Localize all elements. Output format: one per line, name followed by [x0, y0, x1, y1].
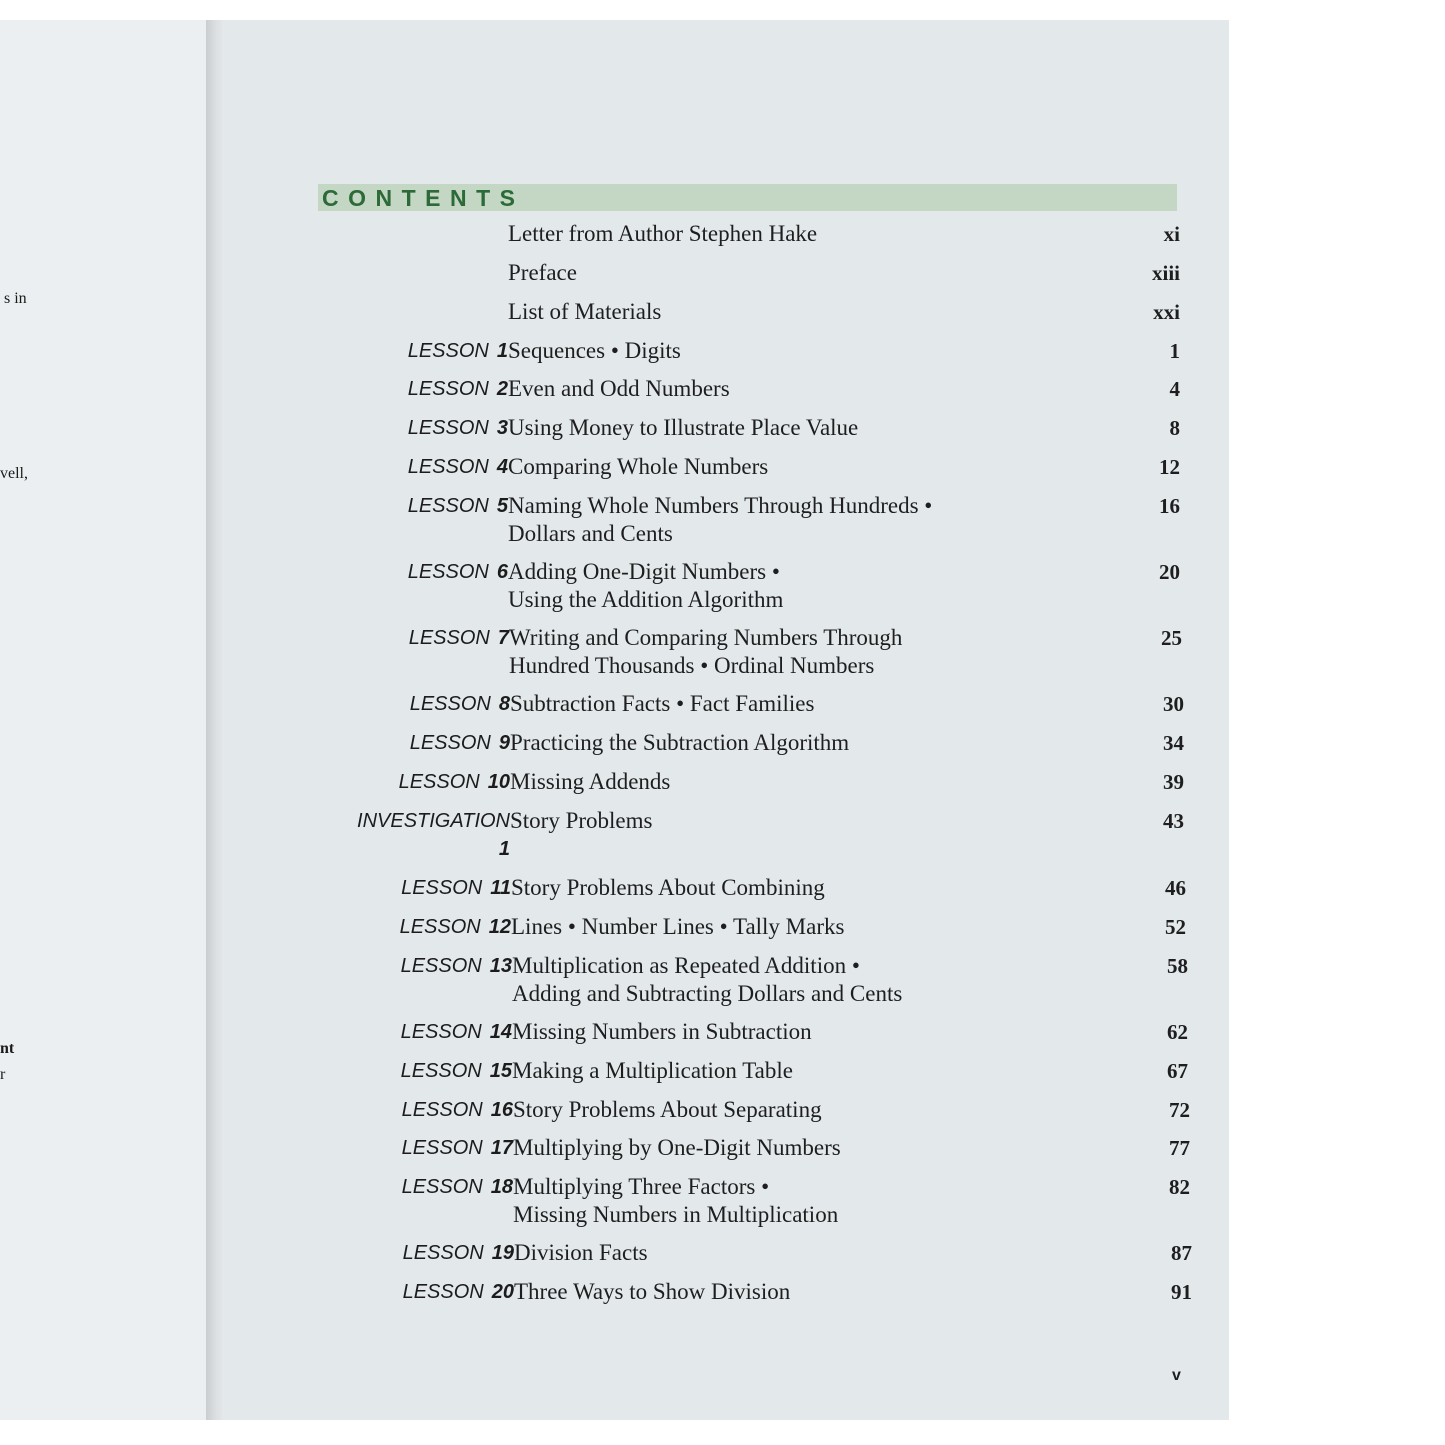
toc-entry-title-line: Using Money to Illustrate Place Value: [508, 415, 859, 440]
toc-entry-label-text: LESSON: [401, 877, 483, 899]
toc-entry-label-text: INVESTIGATION: [357, 810, 510, 832]
toc-entry-title-line: Story Problems About Combining: [511, 875, 825, 900]
toc-entry-number: 16: [490, 1099, 513, 1121]
toc-entry-number: 1: [496, 340, 508, 362]
toc-entry-title[interactable]: [514, 1278, 790, 1306]
toc-entry-title[interactable]: [508, 298, 661, 326]
toc-entry-label-text: LESSON: [407, 495, 489, 517]
toc-entry-page: 67: [1167, 1059, 1188, 1083]
toc-entry-title[interactable]: [510, 768, 670, 796]
toc-entry-title[interactable]: [508, 220, 817, 248]
toc-entry-title-line: Three Ways to Show Division: [514, 1279, 791, 1304]
toc-entry-number: 4: [496, 456, 508, 478]
toc-entry-number: 7: [497, 627, 509, 649]
toc-entry-page: xxi: [1153, 300, 1180, 324]
toc-entry-label: [400, 913, 511, 941]
toc-entry-number: 11: [490, 877, 511, 899]
toc-entry-title-line: Missing Addends: [510, 769, 671, 794]
toc-entry-page: 72: [1169, 1098, 1190, 1122]
toc-entry-label: [410, 729, 510, 757]
toc-entry-title[interactable]: [511, 874, 825, 902]
toc-entry-title[interactable]: [514, 1239, 648, 1267]
toc-entry-title-line: Adding One-Digit Numbers •: [508, 559, 780, 584]
left-page-fragment: nt: [0, 1040, 15, 1057]
toc-entry-title-line: Lines • Number Lines • Tally Marks: [511, 914, 845, 939]
toc-entry-page: 82: [1169, 1175, 1190, 1199]
toc-entry-title-line: Adding and Subtracting Dollars and Cents: [512, 981, 903, 1006]
toc-entry-number: 5: [496, 495, 508, 517]
toc-entry-title[interactable]: [510, 729, 849, 757]
toc-entry-label-text: LESSON: [407, 456, 489, 478]
toc-entry-number: 12: [488, 916, 511, 938]
toc-entry-label: [408, 558, 508, 586]
toc-entry-page: 52: [1165, 915, 1186, 939]
toc-entry-title[interactable]: [510, 807, 652, 835]
toc-entry-label-text: LESSON: [401, 1137, 483, 1159]
toc-entry-page: 16: [1159, 494, 1180, 518]
toc-entry-title-line: Multiplication as Repeated Addition •: [512, 953, 860, 978]
toc-entry-label: [401, 874, 511, 902]
toc-entry-title-line: Missing Numbers in Subtraction: [512, 1019, 812, 1044]
toc-entry-title-line: Multiplying Three Factors •: [513, 1174, 770, 1199]
toc-entry-label: [410, 690, 510, 718]
toc-entry-title[interactable]: [510, 690, 814, 718]
toc-entry-title[interactable]: [511, 913, 844, 941]
toc-entry-page: 25: [1161, 626, 1182, 650]
toc-entry-title-line: Using the Addition Algorithm: [508, 587, 784, 612]
toc-entry-title-line: Subtraction Facts • Fact Families: [510, 691, 815, 716]
left-page-fragment: vell,: [0, 465, 28, 482]
toc-entry-page: 20: [1159, 560, 1180, 584]
toc-entry-title-line: Even and Odd Numbers: [508, 376, 730, 401]
toc-entry-page: xiii: [1151, 261, 1180, 285]
toc-entry-number: 1: [498, 838, 510, 860]
toc-entry-title[interactable]: [512, 952, 902, 1008]
toc-entry-title[interactable]: [512, 1057, 793, 1085]
toc-entry-page: 62: [1167, 1020, 1188, 1044]
toc-entry-page: 30: [1163, 692, 1184, 716]
contents-heading: CONTENTS: [322, 185, 525, 211]
toc-entry-label-text: LESSON: [401, 1176, 483, 1198]
toc-entry-number: 13: [489, 955, 512, 977]
toc-entry-title-line: Hundred Thousands • Ordinal Numbers: [509, 653, 875, 678]
toc-entry-label: [409, 624, 509, 652]
toc-entry-label: [408, 337, 508, 365]
toc-entry-number: 14: [489, 1021, 512, 1043]
toc-entry-title-line: Story Problems About Separating: [513, 1097, 822, 1122]
toc-entry-label-text: LESSON: [409, 693, 491, 715]
page-number: v: [1172, 1367, 1181, 1384]
toc-entry-label: [408, 375, 508, 403]
toc-entry-page: 91: [1171, 1280, 1192, 1304]
toc-entry-label: [408, 492, 508, 520]
toc-entry-number: 10: [487, 771, 510, 793]
toc-entry-page: 39: [1163, 770, 1184, 794]
toc-entry-title[interactable]: [512, 1018, 812, 1046]
toc-entry-page: 12: [1159, 455, 1180, 479]
toc-entry-label-text: LESSON: [399, 916, 481, 938]
toc-entry-label: [357, 807, 510, 863]
toc-entry-title[interactable]: [508, 259, 577, 287]
toc-entry-title[interactable]: [513, 1173, 838, 1229]
toc-entry-title[interactable]: [508, 414, 858, 442]
toc-entry-label-text: LESSON: [401, 1099, 483, 1121]
toc-entry-label-text: LESSON: [407, 417, 489, 439]
toc-entry-label: [403, 1278, 514, 1306]
toc-entry-page: 34: [1163, 731, 1184, 755]
toc-entry-title-line: Making a Multiplication Table: [512, 1058, 793, 1083]
toc-entry-label: [402, 1134, 513, 1162]
toc-entry-label-text: LESSON: [407, 561, 489, 583]
toc-entry-label-text: LESSON: [407, 340, 489, 362]
toc-entry-number: 9: [498, 732, 510, 754]
toc-entry-title-line: Story Problems: [510, 808, 653, 833]
left-page-fragment: s in: [4, 290, 27, 307]
toc-entry-number: 18: [490, 1176, 513, 1198]
toc-entry-title[interactable]: [508, 492, 932, 548]
left-page-fragment: r: [0, 1066, 6, 1083]
toc-entry-number: 17: [490, 1137, 513, 1159]
toc-entry-page: 43: [1163, 809, 1184, 833]
toc-entry-number: 8: [498, 693, 510, 715]
toc-entry-title[interactable]: [508, 453, 768, 481]
toc-entry-label-text: LESSON: [400, 1060, 482, 1082]
toc-entry-page: xi: [1163, 222, 1180, 246]
toc-entry-title-line: Missing Numbers in Multiplication: [513, 1202, 839, 1227]
toc-entry-title-line: Sequences • Digits: [508, 338, 681, 363]
right-page: [222, 20, 1229, 1420]
toc-entry-title[interactable]: [509, 624, 902, 680]
toc-entry-label: [399, 768, 510, 796]
toc-entry-label-text: LESSON: [402, 1281, 484, 1303]
toc-entry-label-text: LESSON: [400, 955, 482, 977]
toc-entry-label: [408, 414, 508, 442]
left-page: [0, 20, 215, 1420]
toc-entry-label-text: LESSON: [398, 771, 480, 793]
toc-entry-title-line: Comparing Whole Numbers: [508, 454, 769, 479]
toc-entry-title[interactable]: [513, 1134, 841, 1162]
toc-entry-title-line: Multiplying by One-Digit Numbers: [513, 1135, 841, 1160]
toc-entry-number: 3: [496, 417, 508, 439]
toc-entry-page: 4: [1169, 377, 1180, 401]
toc-entry-page: 58: [1167, 954, 1188, 978]
toc-entry-label: [401, 952, 512, 980]
toc-entry-label: [408, 453, 508, 481]
toc-entry-title-line: Writing and Comparing Numbers Through: [509, 625, 903, 650]
toc-entry-number: 6: [496, 561, 508, 583]
toc-entry-label-text: LESSON: [407, 378, 489, 400]
toc-entry-title[interactable]: [508, 337, 681, 365]
toc-entry-label: [401, 1057, 512, 1085]
toc-entry-label-text: LESSON: [408, 627, 490, 649]
toc-entry-label: [402, 1173, 513, 1201]
toc-entry-page: 1: [1169, 339, 1180, 363]
toc-entry-label-text: LESSON: [402, 1242, 484, 1264]
toc-entry-number: 15: [489, 1060, 512, 1082]
toc-entry-page: 46: [1165, 876, 1186, 900]
toc-entry-label-text: LESSON: [400, 1021, 482, 1043]
toc-entry-label: [401, 1018, 512, 1046]
toc-entry-number: 19: [491, 1242, 514, 1264]
toc-entry-label: [402, 1096, 513, 1124]
toc-entry-title-line: Letter from Author Stephen Hake: [508, 221, 818, 246]
toc-entry-title-line: Practicing the Subtraction Algorithm: [510, 730, 850, 755]
toc-entry-label-text: LESSON: [409, 732, 491, 754]
toc-entry-page: 87: [1171, 1241, 1192, 1265]
toc-entry-page: 77: [1169, 1136, 1190, 1160]
toc-entry-title-line: Division Facts: [514, 1240, 648, 1265]
toc-entry-page: 8: [1169, 416, 1180, 440]
toc-entry-title-line: Naming Whole Numbers Through Hundreds •: [508, 493, 933, 518]
toc-entry-title[interactable]: [513, 1096, 822, 1124]
toc-entry-title[interactable]: [508, 375, 730, 403]
toc-entry-number: 20: [491, 1281, 514, 1303]
toc-entry-label: [403, 1239, 514, 1267]
toc-entry-title-line: Dollars and Cents: [508, 521, 673, 546]
toc-entry-number: 2: [496, 378, 508, 400]
toc-entry-title-line: List of Materials: [508, 299, 662, 324]
toc-entry-title-line: Preface: [508, 260, 577, 285]
toc-entry-title[interactable]: [508, 558, 783, 614]
